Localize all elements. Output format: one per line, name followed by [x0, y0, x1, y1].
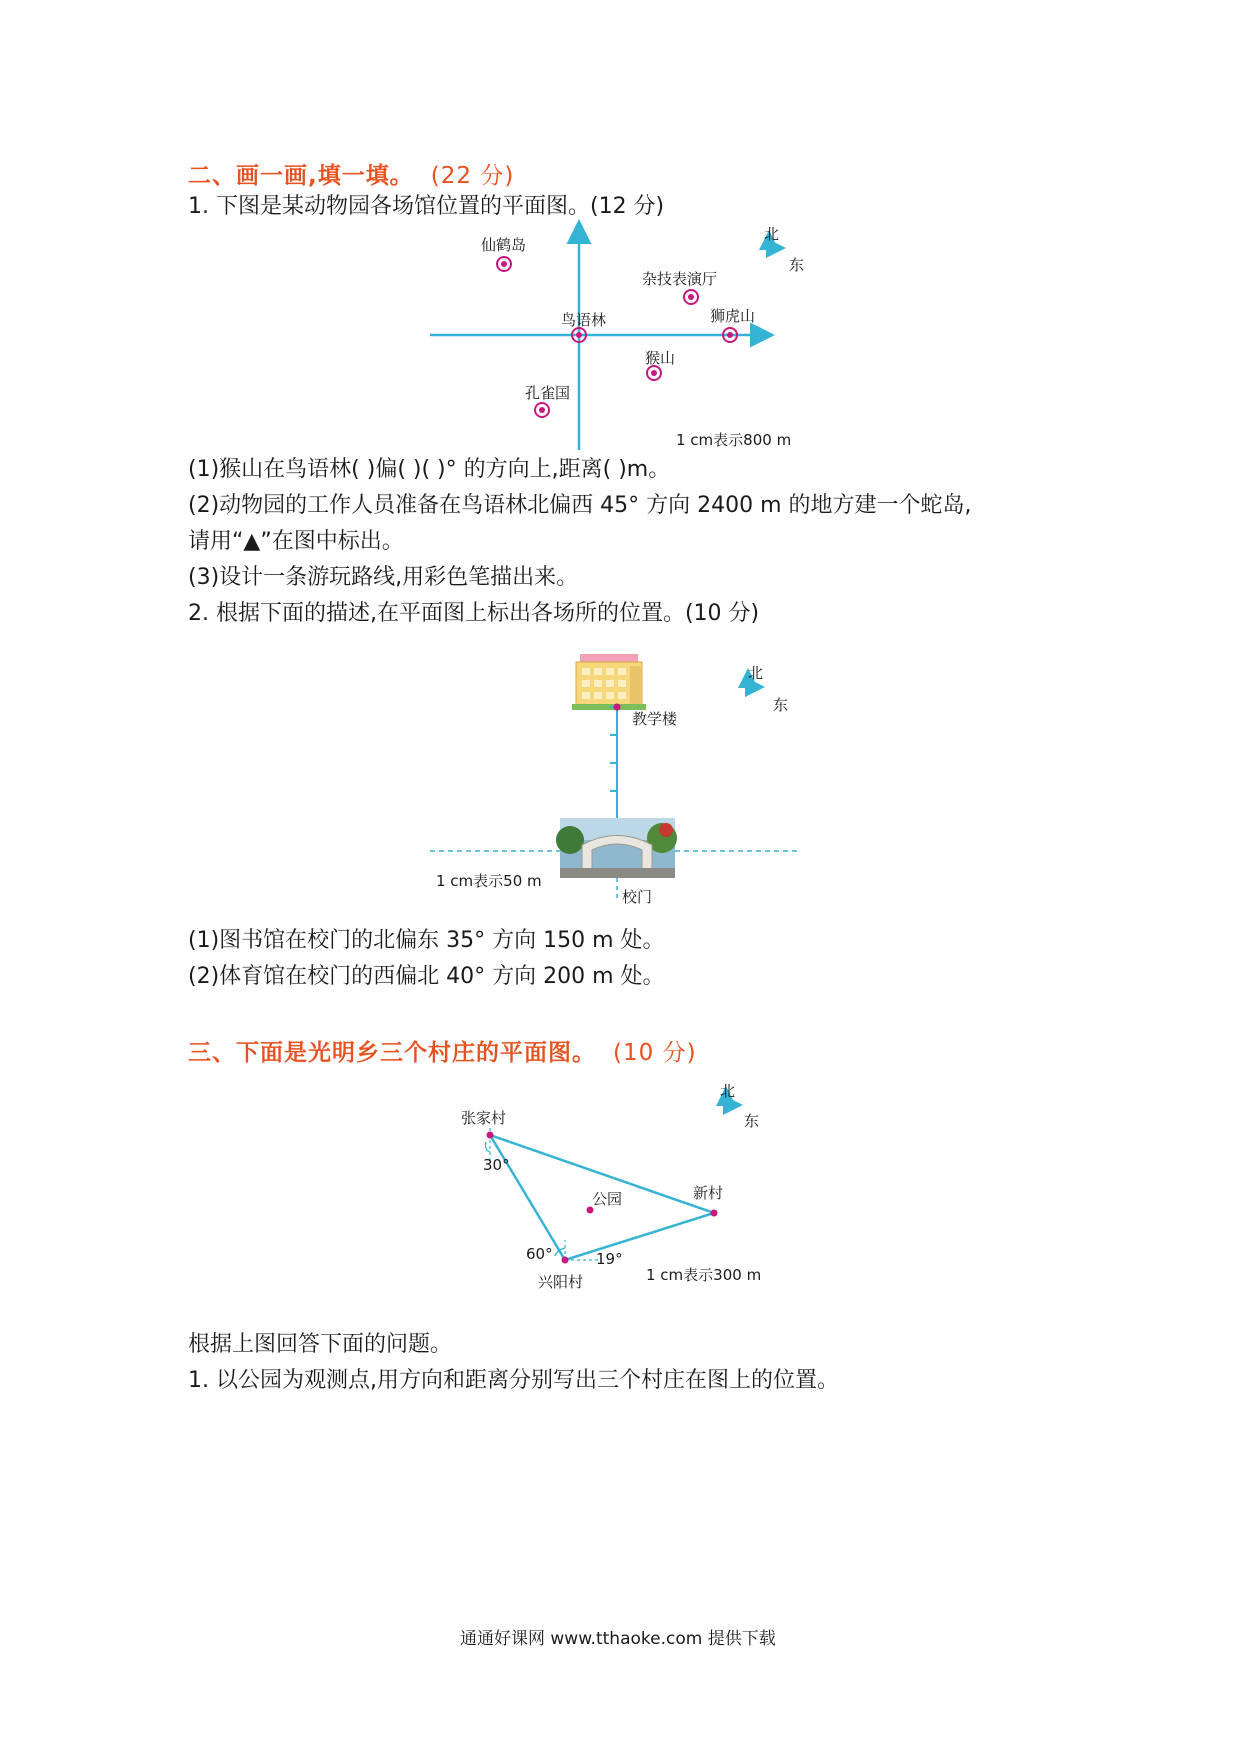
point-xincun — [711, 1210, 718, 1217]
teaching-building-point — [614, 704, 621, 711]
section-2-title-text: 二、画一画,填一填。 — [188, 163, 414, 189]
place-label-xianhedao: 仙鹤岛 — [481, 236, 527, 254]
section-3-score: (10 分) — [613, 1040, 697, 1066]
school-gate-image — [556, 818, 677, 878]
villages-east-label: 东 — [744, 1112, 760, 1130]
point-xingyangcun — [562, 1257, 569, 1264]
question-2-1-sub1: (1)猴山在鸟语林( )偏( )( )° 的方向上,距离( )m。 — [188, 457, 671, 482]
point-zhangjiacun — [487, 1132, 494, 1139]
angle-label-30: 30° — [483, 1156, 510, 1174]
village-label-xincun: 新村 — [693, 1184, 724, 1202]
zoo-north-label: 北 — [764, 225, 780, 243]
villages-scale: 1 cm表示300 m — [646, 1266, 762, 1284]
question-2-1-sub3: (3)设计一条游玩路线,用彩色笔描出来。 — [188, 565, 579, 590]
place-label-niaoyulin: 鸟语林 — [561, 311, 607, 329]
zoo-east-label: 东 — [789, 256, 805, 274]
marker-zajiting — [684, 290, 698, 304]
section-2-score: (22 分) — [430, 163, 515, 189]
question-2-2-sub1: (1)图书馆在校门的北偏东 35° 方向 150 m 处。 — [188, 928, 665, 953]
marker-xianhedao — [497, 257, 511, 271]
school-gate-label: 校门 — [622, 888, 653, 906]
section-3-intro: 根据上图回答下面的问题。 — [188, 1332, 453, 1357]
teaching-building-image — [572, 654, 646, 710]
footer-text: 通通好课网 www.tthaoke.com 提供下载 — [460, 1629, 776, 1649]
section-3-title-text: 三、下面是光明乡三个村庄的平面图。 — [188, 1040, 596, 1066]
question-3-1: 1. 以公园为观测点,用方向和距离分别写出三个村庄在图上的位置。 — [188, 1368, 839, 1393]
school-north-label: 北 — [748, 664, 764, 682]
village-label-zhangjiacun: 张家村 — [461, 1109, 507, 1127]
section-2-title — [188, 157, 514, 190]
question-2-2-sub2: (2)体育馆在校门的西偏北 40° 方向 200 m 处。 — [188, 964, 665, 989]
school-scale: 1 cm表示50 m — [436, 872, 542, 890]
question-2-1-sub2b: 请用“▲”在图中标出。 — [188, 529, 404, 554]
marker-houshan — [647, 366, 661, 380]
angle-label-60: 60° — [526, 1245, 553, 1263]
marker-kongqueguo — [535, 403, 549, 417]
section-3-title — [188, 1034, 697, 1067]
place-label-houshan: 猴山 — [645, 349, 676, 367]
place-label-kongqueguo: 孔雀国 — [525, 384, 571, 402]
villages-north-label: 北 — [720, 1082, 736, 1100]
park-label: 公园 — [592, 1190, 623, 1208]
question-2-1: 1. 下图是某动物园各场馆位置的平面图。(12 分) — [188, 194, 665, 219]
zoo-scale: 1 cm表示800 m — [676, 431, 792, 449]
question-2-1-sub2a: (2)动物园的工作人员准备在鸟语林北偏西 45° 方向 2400 m 的地方建一个蛇岛, — [188, 493, 972, 518]
teaching-building-label: 教学楼 — [632, 710, 678, 728]
place-label-shihushan: 狮虎山 — [710, 307, 756, 325]
place-label-zajiting: 杂技表演厅 — [642, 270, 718, 288]
angle-label-19: 19° — [596, 1250, 623, 1268]
village-label-xingyangcun: 兴阳村 — [538, 1273, 584, 1291]
question-2-2: 2. 根据下面的描述,在平面图上标出各场所的位置。(10 分) — [188, 601, 760, 626]
school-east-label: 东 — [773, 696, 789, 714]
